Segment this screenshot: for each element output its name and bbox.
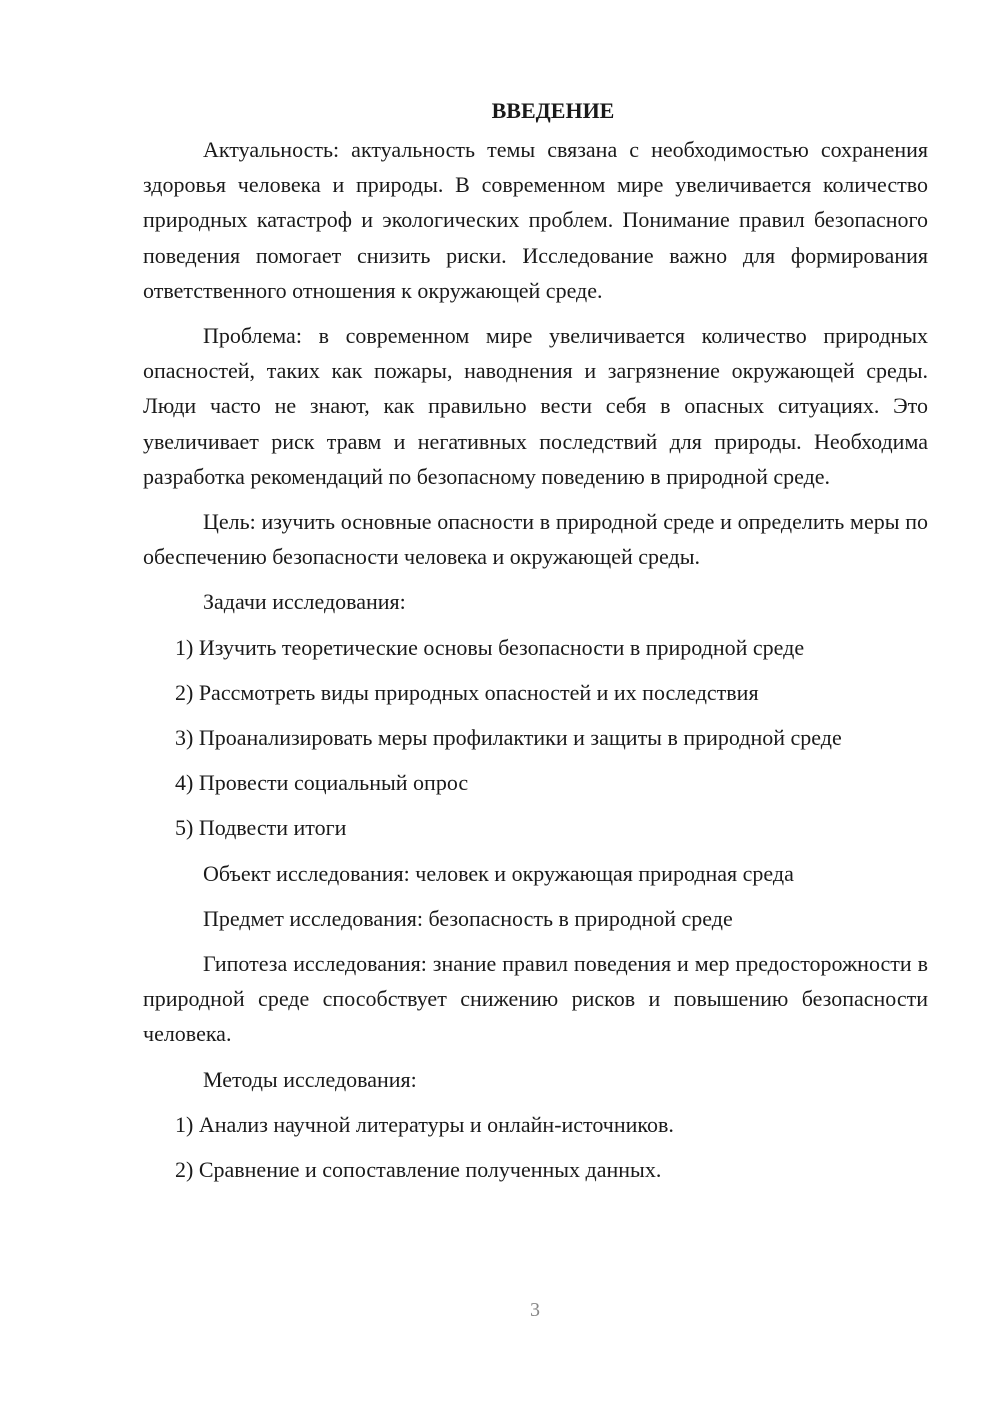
methods-heading: Методы исследования:: [203, 1066, 417, 1092]
task-item: 3) Проанализировать меры профилактики и защиты в природной среде: [175, 725, 842, 751]
problem-paragraph: Проблема: в современном мире увеличивается количество природных опасностей, таких как пожары, наводнения и загрязнение окружающей среды. Люди часто не знают, как правильно вести себя в опасных ситуациях. Это увеличивает риск травм и негативных последствий для природы. Необходима разработка рекомендаций по безопасному поведению в природной среде.: [143, 323, 928, 489]
tasks-heading: Задачи исследования:: [203, 589, 406, 615]
subject-paragraph: Предмет исследования: безопасность в природной среде: [203, 905, 733, 931]
method-item: 1) Анализ научной литературы и онлайн-источников.: [175, 1111, 674, 1137]
task-item: 5) Подвести итоги: [175, 815, 347, 841]
task-item: 2) Рассмотреть виды природных опасностей и их последствия: [175, 679, 759, 705]
page-title: ВВЕДЕНИЕ: [491, 98, 615, 123]
method-item: 2) Сравнение и сопоставление полученных данных.: [175, 1157, 662, 1183]
relevance-paragraph: Актуальность: актуальность темы связана с необходимостью сохранения здоровья человека и природы. В современном мире увеличивается количество природных катастроф и экологических проблем. Понимание правил безопасного поведения помогает снизить риски. Исследование важно для формирования ответственного отношения к окружающей среде.: [143, 137, 928, 303]
task-item: 4) Провести социальный опрос: [175, 770, 469, 796]
goal-paragraph: Цель: изучить основные опасности в природной среде и определить меры по обеспечению безопасности человека и окружающей среды.: [143, 509, 928, 570]
page-number: 3: [530, 1299, 540, 1321]
task-item: 1) Изучить теоретические основы безопасности в природной среде: [175, 634, 805, 660]
hypothesis-paragraph: Гипотеза исследования: знание правил поведения и мер предосторожности в природной среде способствует снижению рисков и повышению безопасности человека.: [143, 951, 928, 1047]
object-paragraph: Объект исследования: человек и окружающая природная среда: [203, 860, 794, 886]
